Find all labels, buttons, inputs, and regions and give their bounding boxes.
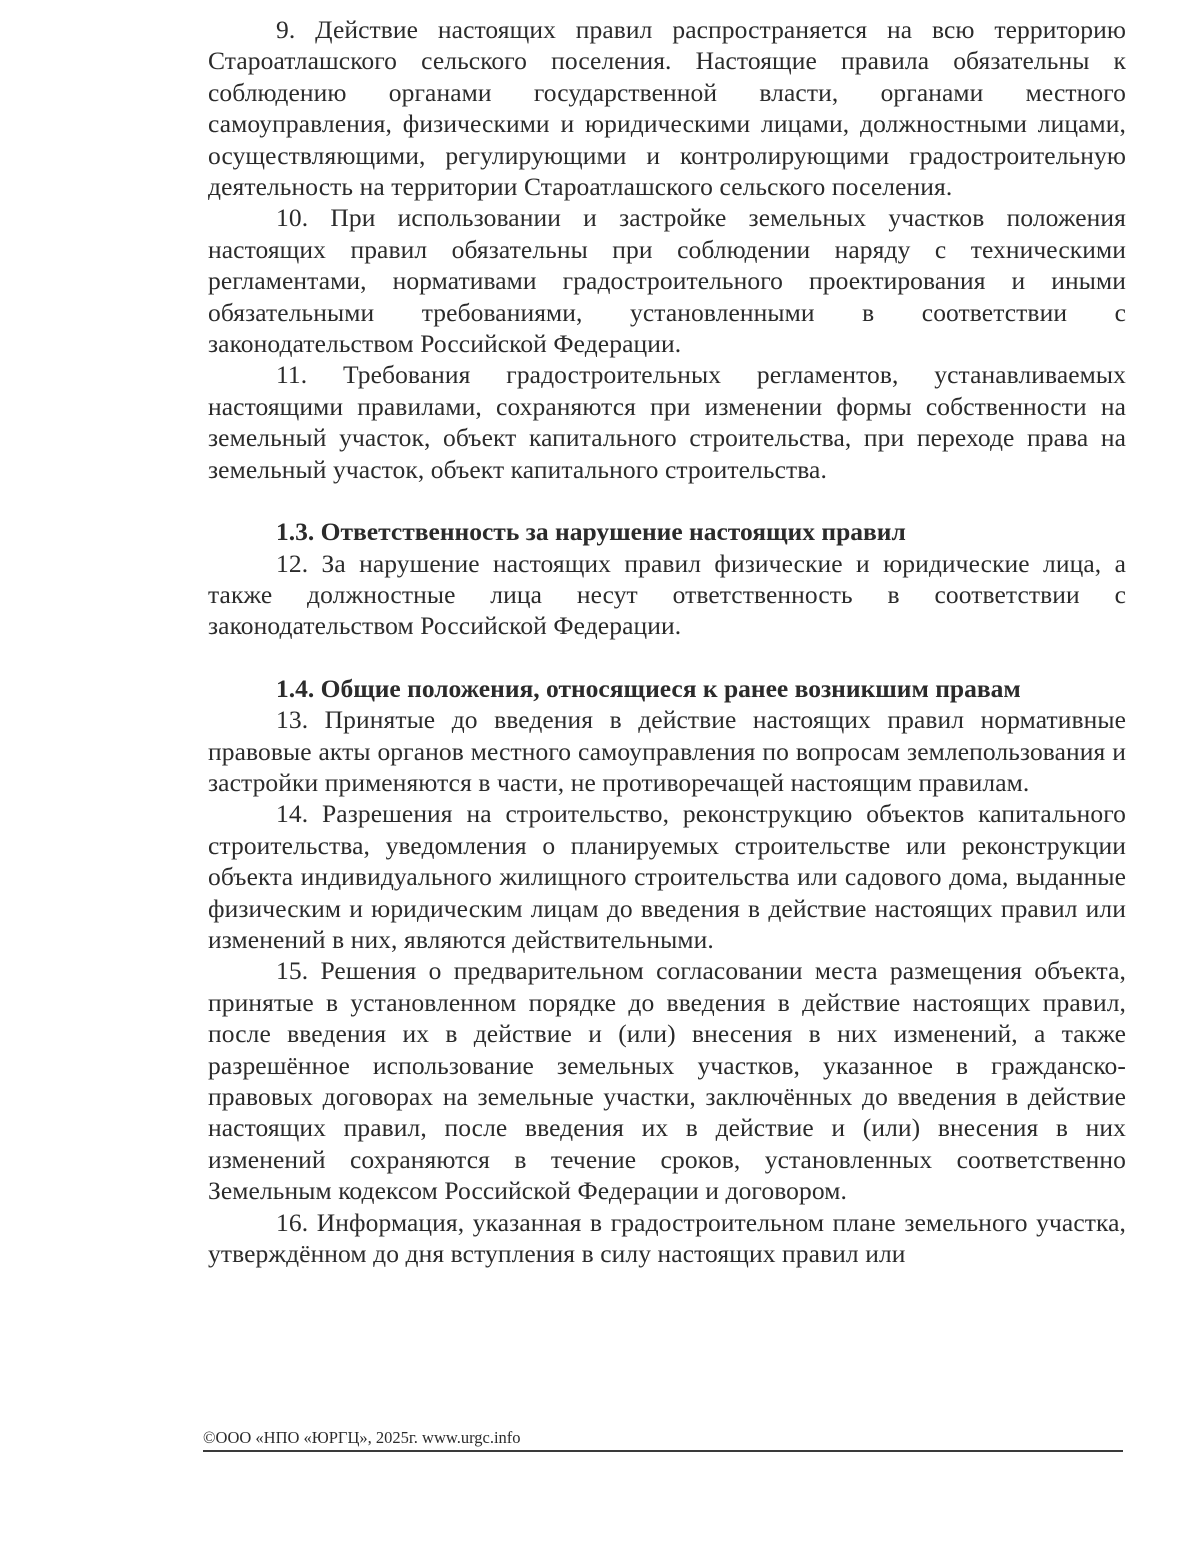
document-page xyxy=(208,14,1126,1269)
paragraph-9: 9. Действие настоящих правил распространяется на всю территорию Староатлашского сельского поселения. Настоящие правила обязательны к соблюдению органами государственной власти, органами местного самоуправления, физическими и юридическими лицами, должностными лицами, осуществляющими, регулирующими и контролирующими градостроительную деятельность на территории Староатлашского сельского поселения. xyxy=(208,15,1126,202)
section-heading-1-4: 1.4. Общие положения, относящиеся к ранее возникшим правам xyxy=(276,673,1021,703)
paragraph-14: 14. Разрешения на строительство, реконструкцию объектов капитального строительства, уведомления о планируемых строительстве или реконструкции объекта индивидуального жилищного строительства или садового дома, выданные физическим и юридическим лицам до введения в действие настоящих правил или изменений в них, являются действительными. xyxy=(208,799,1126,954)
section-gap xyxy=(208,485,1126,516)
paragraph-15: 15. Решения о предварительном согласовании места размещения объекта, принятые в установленном порядке до введения в действие настоящих правил, после введения их в действие и (или) внесения в них изменений, а также разрешённое использование земельных участков, указанное в гражданско-правовых договорах на земельные участки, заключённых до введения в действие настоящих правил, после введения их в действие и (или) внесения в них изменений сохраняются в течение сроков, установленных соответственно Земельным кодексом Российской Федерации и договором. xyxy=(208,956,1126,1206)
paragraph-16: 16. Информация, указанная в градостроительном плане земельного участка, утверждённом до дня вступления в силу настоящих правил или xyxy=(208,1207,1126,1269)
paragraph-10: 10. При использовании и застройке земельных участков положения настоящих правил обязательны при соблюдении наряду с техническими регламентами, нормативами градостроительного проектирования и иными обязательными требованиями, установленными в соответствии с законодательством Российской Федерации. xyxy=(208,203,1126,359)
footer-copyright: ©ООО «НПО «ЮРГЦ», 2025г. www.urgc.info xyxy=(203,1428,521,1447)
paragraph-13: 13. Принятые до введения в действие настоящих правил нормативные правовые акты органов местного самоуправления по вопросам землепользования и застройки применяются в части, не противоречащей настоящим правилам. xyxy=(208,705,1126,797)
page-footer xyxy=(203,1428,1123,1452)
section-heading-1-3: 1.3. Ответственность за нарушение настоящих правил xyxy=(276,517,906,547)
section-gap xyxy=(208,642,1126,673)
paragraph-11: 11. Требования градостроительных регламентов, устанавливаемых настоящими правилами, сохраняются при изменении формы собственности на земельный участок, объект капитального строительства, при переходе права на земельный участок, объект капитального строительства. xyxy=(208,360,1126,484)
paragraph-12: 12. За нарушение настоящих правил физические и юридические лица, а также должностные лица несут ответственность в соответствии с законодательством Российской Федерации. xyxy=(208,548,1126,641)
footer-divider xyxy=(203,1450,1123,1452)
